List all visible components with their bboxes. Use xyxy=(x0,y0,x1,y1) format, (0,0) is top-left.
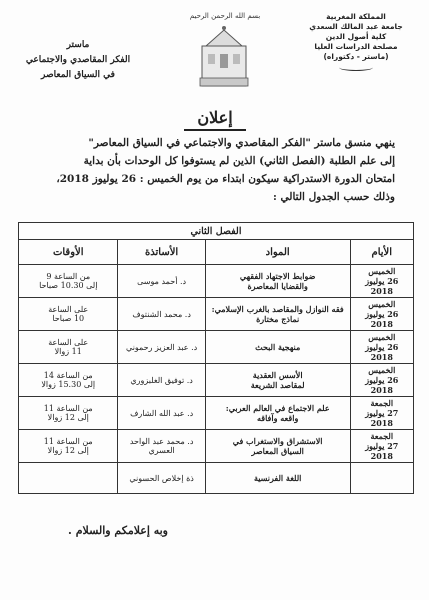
day-cell xyxy=(350,298,413,331)
teacher-cell: د. عبد العزيز رحموني xyxy=(118,331,205,364)
day-name: الخميس xyxy=(368,266,396,276)
header-university: جامعة عبد المالك السعدي xyxy=(309,22,403,31)
program-name-line1: الفكر المقاصدي والاجتماعي xyxy=(25,55,131,65)
table-row xyxy=(19,397,414,430)
day-date: 26 يوليوز 2018 xyxy=(365,276,399,296)
exam-schedule-table xyxy=(18,222,414,494)
subject-cell: اللغة الفرنسية xyxy=(205,463,350,494)
subject-line: والقضايا المعاصرة xyxy=(247,281,308,291)
header-programs: (ماستر - دكتوراه) xyxy=(323,52,389,61)
header-days: الأيام xyxy=(350,240,413,265)
subject-line: فقه النوازل والمقاصد بالغرب الإسلامي: xyxy=(211,304,344,314)
basmala: بسم الله الرحمن الرحيم xyxy=(189,12,261,20)
master-program-header xyxy=(18,38,138,83)
header-department: مصلحة الدراسات العليا xyxy=(314,42,398,51)
table-row xyxy=(19,331,414,364)
time-cell xyxy=(19,331,118,364)
subject-line: منهجية البحث xyxy=(255,342,301,352)
time-cell xyxy=(19,364,118,397)
time-cell-empty xyxy=(19,463,118,494)
time-cell xyxy=(19,430,118,463)
time-line: 11 زوالا xyxy=(54,347,82,356)
teacher-cell: د. محمد الشنتوف xyxy=(118,298,205,331)
time-line: من الساعة 14 xyxy=(43,371,93,380)
institution-header xyxy=(301,12,411,71)
time-line: على الساعة xyxy=(48,338,89,347)
day-cell xyxy=(350,430,413,463)
subject-cell xyxy=(205,397,350,430)
paragraph-line: إلى علم الطلبة (الفصل الثاني) الذين لم يستوفوا كل الوحدات بأن بداية xyxy=(83,155,395,167)
subject-line: علم الاجتماع في العالم العربي: xyxy=(225,403,330,413)
time-line: 10 صباحا xyxy=(52,314,85,323)
subject-cell xyxy=(205,298,350,331)
header-country: المملكة المغربية xyxy=(326,12,386,21)
time-line: إلى 12 زوالا xyxy=(47,446,89,455)
header-teachers: الأساتذة xyxy=(118,240,205,265)
paragraph-line: امتحان الدورة الاستدراكية سيكون ابتداء من يوم الخميس : 26 يوليوز 2018، xyxy=(56,173,395,185)
table-row-french xyxy=(19,463,414,494)
table-row xyxy=(19,364,414,397)
subject-line: الاستشراق والاستغراب في xyxy=(232,436,323,446)
teacher-cell: د. عبد الله الشارف xyxy=(118,397,205,430)
header-subjects: المواد xyxy=(205,240,350,265)
day-name: الخميس xyxy=(368,332,396,342)
day-name: الجمعة xyxy=(370,431,394,441)
time-line: من الساعة 11 xyxy=(43,404,93,413)
time-line: على الساعة xyxy=(48,305,89,314)
table-row xyxy=(19,265,414,298)
semester-row xyxy=(19,223,414,240)
paragraph-line: ينهي منسق ماستر "الفكر المقاصدي والاجتماعي في السياق المعاصر" xyxy=(88,137,395,149)
notice-paragraph xyxy=(25,134,395,206)
signature-scribble xyxy=(339,64,373,71)
teacher-cell: د. توفيق الغلبزوري xyxy=(118,364,205,397)
notice-title xyxy=(170,108,260,134)
notice-title-text: إعلان xyxy=(197,108,233,127)
teacher-cell: د. أحمد موسى xyxy=(118,265,205,298)
day-date: 27 يوليوز 2018 xyxy=(365,441,399,461)
time-line: إلى 12 زوالا xyxy=(47,413,89,422)
teacher-cell: ذة إخلاص الحسوني xyxy=(118,463,205,494)
subject-line: الأسس العقدية xyxy=(252,370,303,380)
program-label: ماستر xyxy=(66,40,90,50)
subject-line: نماذج مختارة xyxy=(256,314,300,324)
paragraph-line: وذلك حسب الجدول التالي : xyxy=(272,191,395,203)
day-date: 26 يوليوز 2018 xyxy=(365,375,399,395)
program-name-line2: في السياق المعاصر xyxy=(41,70,115,80)
time-line: إلى 15.30 زوالا xyxy=(41,380,96,389)
day-date: 26 يوليوز 2018 xyxy=(365,309,399,329)
header-times: الأوقات xyxy=(19,240,118,265)
university-logo xyxy=(196,24,252,90)
time-line: من الساعة 9 xyxy=(46,272,91,281)
time-line: من الساعة 11 xyxy=(43,437,93,446)
day-cell xyxy=(350,331,413,364)
day-name: الخميس xyxy=(368,365,396,375)
semester-label: الفصل الثاني xyxy=(19,223,414,240)
subject-line: لمقاصد الشريعة xyxy=(250,380,305,390)
subject-line: واقعه وآفاقه xyxy=(257,413,299,423)
time-cell xyxy=(19,298,118,331)
teacher-cell: د. محمد عبد الواحد العسري xyxy=(118,430,205,463)
subject-cell xyxy=(205,430,350,463)
time-cell xyxy=(19,265,118,298)
header-faculty: كلية أصول الدين xyxy=(325,32,387,41)
day-cell xyxy=(350,364,413,397)
subject-line: السياق المعاصر xyxy=(251,446,304,456)
subject-cell xyxy=(205,364,350,397)
day-date: 26 يوليوز 2018 xyxy=(365,342,399,362)
day-name: الجمعة xyxy=(370,398,394,408)
day-cell-empty xyxy=(350,463,413,494)
subject-cell xyxy=(205,265,350,298)
table-row xyxy=(19,430,414,463)
closing-line: وبه إعلامكم والسلام . xyxy=(68,524,168,537)
day-cell xyxy=(350,265,413,298)
time-cell xyxy=(19,397,118,430)
table-header-row xyxy=(19,240,414,265)
day-date: 27 يوليوز 2018 xyxy=(365,408,399,428)
day-cell xyxy=(350,397,413,430)
table-row xyxy=(19,298,414,331)
day-name: الخميس xyxy=(368,299,396,309)
subject-line: ضوابط الاجتهاد الفقهي xyxy=(239,271,316,281)
time-line: إلى 10.30 صباحا xyxy=(39,281,98,290)
subject-cell xyxy=(205,331,350,364)
